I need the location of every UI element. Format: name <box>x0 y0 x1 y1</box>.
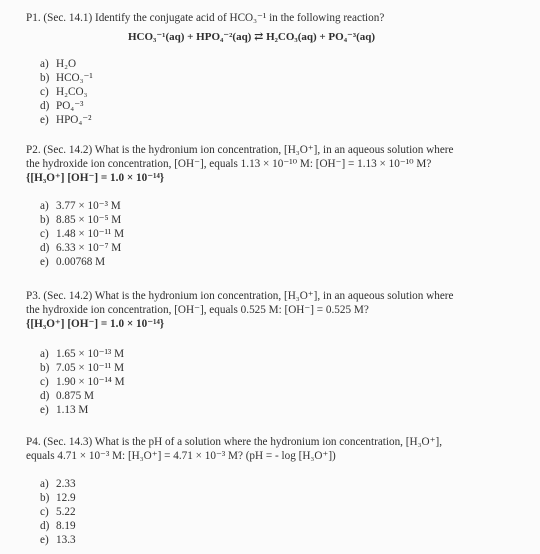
option-letter: e) <box>40 534 49 546</box>
p1-reaction-equation: HCO₃⁻¹(aq) + HPO₄⁻²(aq) ⇄ H₂CO₃(aq) + PO₄⁻³(aq) <box>128 31 376 43</box>
p2-option-b <box>40 214 121 227</box>
option-letter: c) <box>40 86 49 98</box>
option-letter: d) <box>40 100 50 112</box>
p1-option-e <box>40 114 92 127</box>
option-letter: e) <box>40 256 49 268</box>
p3-question-line-2: the hydroxide ion concentration, [OH⁻], equals 0.525 M: [OH⁻] = 0.525 M? <box>26 304 369 316</box>
option-text: 13.3 <box>56 534 76 546</box>
option-letter: d) <box>40 242 50 254</box>
p3-option-d <box>40 390 94 403</box>
p3-option-c <box>40 376 125 389</box>
option-letter: e) <box>40 404 49 416</box>
option-text: 1.65 × 10⁻¹³ M <box>56 348 125 360</box>
option-letter: b) <box>40 492 50 504</box>
p4-question-line-2: equals 4.71 × 10⁻³ M: [H₃O⁺] = 4.71 × 10⁻³ M? (pH = - log [H₃O⁺]) <box>26 450 336 462</box>
option-letter: c) <box>40 376 49 388</box>
p1-option-d <box>40 100 83 113</box>
option-text: 8.85 × 10⁻⁵ M <box>56 214 122 226</box>
option-letter: a) <box>40 478 49 490</box>
option-letter: a) <box>40 58 49 70</box>
option-letter: e) <box>40 114 49 126</box>
option-text: 3.77 × 10⁻³ M <box>56 200 121 212</box>
p2-question-line-2: the hydroxide ion concentration, [OH⁻], equals 1.13 × 10⁻¹⁰ M: [OH⁻] = 1.13 × 10⁻¹⁰ M? <box>26 158 432 170</box>
p3-formula-hint: {[H₃O⁺] [OH⁻] = 1.0 × 10⁻¹⁴} <box>26 318 165 330</box>
option-text: PO₄⁻³ <box>56 100 84 112</box>
p2-option-d <box>40 242 121 255</box>
p4-option-a <box>40 478 76 491</box>
p2-question-line-1: P2. (Sec. 14.2) What is the hydronium ion concentration, [H₃O⁺], in an aqueous solution where <box>26 144 454 156</box>
p3-question-line-1: P3. (Sec. 14.2) What is the hydronium ion concentration, [H₃O⁺], in an aqueous solution where <box>26 290 454 302</box>
option-text: HCO₃⁻¹ <box>56 72 93 84</box>
p1-option-b <box>40 72 93 85</box>
option-letter: b) <box>40 362 50 374</box>
option-letter: b) <box>40 72 50 84</box>
option-text: H₂O <box>56 58 77 70</box>
option-letter: a) <box>40 200 49 212</box>
p4-question-line-1: P4. (Sec. 14.3) What is the pH of a solution where the hydronium ion concentration, [H₃O⁺], <box>26 436 442 448</box>
p2-option-a <box>40 200 121 213</box>
option-letter: b) <box>40 214 50 226</box>
option-text: 8.19 <box>56 520 76 532</box>
p4-option-e <box>40 534 76 547</box>
option-text: 6.33 × 10⁻⁷ M <box>56 242 122 254</box>
option-text: H₂CO₃ <box>56 86 88 98</box>
option-letter: d) <box>40 520 50 532</box>
option-letter: d) <box>40 390 50 402</box>
option-text: 0.875 M <box>56 390 94 402</box>
option-text: 7.05 × 10⁻¹¹ M <box>56 362 125 374</box>
option-text: 1.13 M <box>56 404 89 416</box>
p1-option-c <box>40 86 87 99</box>
p3-option-e <box>40 404 88 417</box>
p2-formula-hint: {[H₃O⁺] [OH⁻] = 1.0 × 10⁻¹⁴} <box>26 172 165 184</box>
option-text: 0.00768 M <box>56 256 106 268</box>
p2-option-e <box>40 256 105 269</box>
p4-option-b <box>40 492 76 505</box>
option-letter: a) <box>40 348 49 360</box>
p4-option-c <box>40 506 76 519</box>
option-letter: c) <box>40 228 49 240</box>
p1-option-a <box>40 58 76 71</box>
option-text: 12.9 <box>56 492 76 504</box>
option-text: 1.48 × 10⁻¹¹ M <box>56 228 125 240</box>
p3-option-b <box>40 362 124 375</box>
option-letter: c) <box>40 506 49 518</box>
option-text: 5.22 <box>56 506 76 518</box>
option-text: HPO₄⁻² <box>56 114 92 126</box>
p4-option-d <box>40 520 76 533</box>
p2-option-c <box>40 228 124 241</box>
p1-question-text: P1. (Sec. 14.1) Identify the conjugate acid of HCO₃⁻¹ in the following reaction? <box>26 12 385 24</box>
p3-option-a <box>40 348 124 361</box>
option-text: 1.90 × 10⁻¹⁴ M <box>56 376 125 388</box>
option-text: 2.33 <box>56 478 76 490</box>
